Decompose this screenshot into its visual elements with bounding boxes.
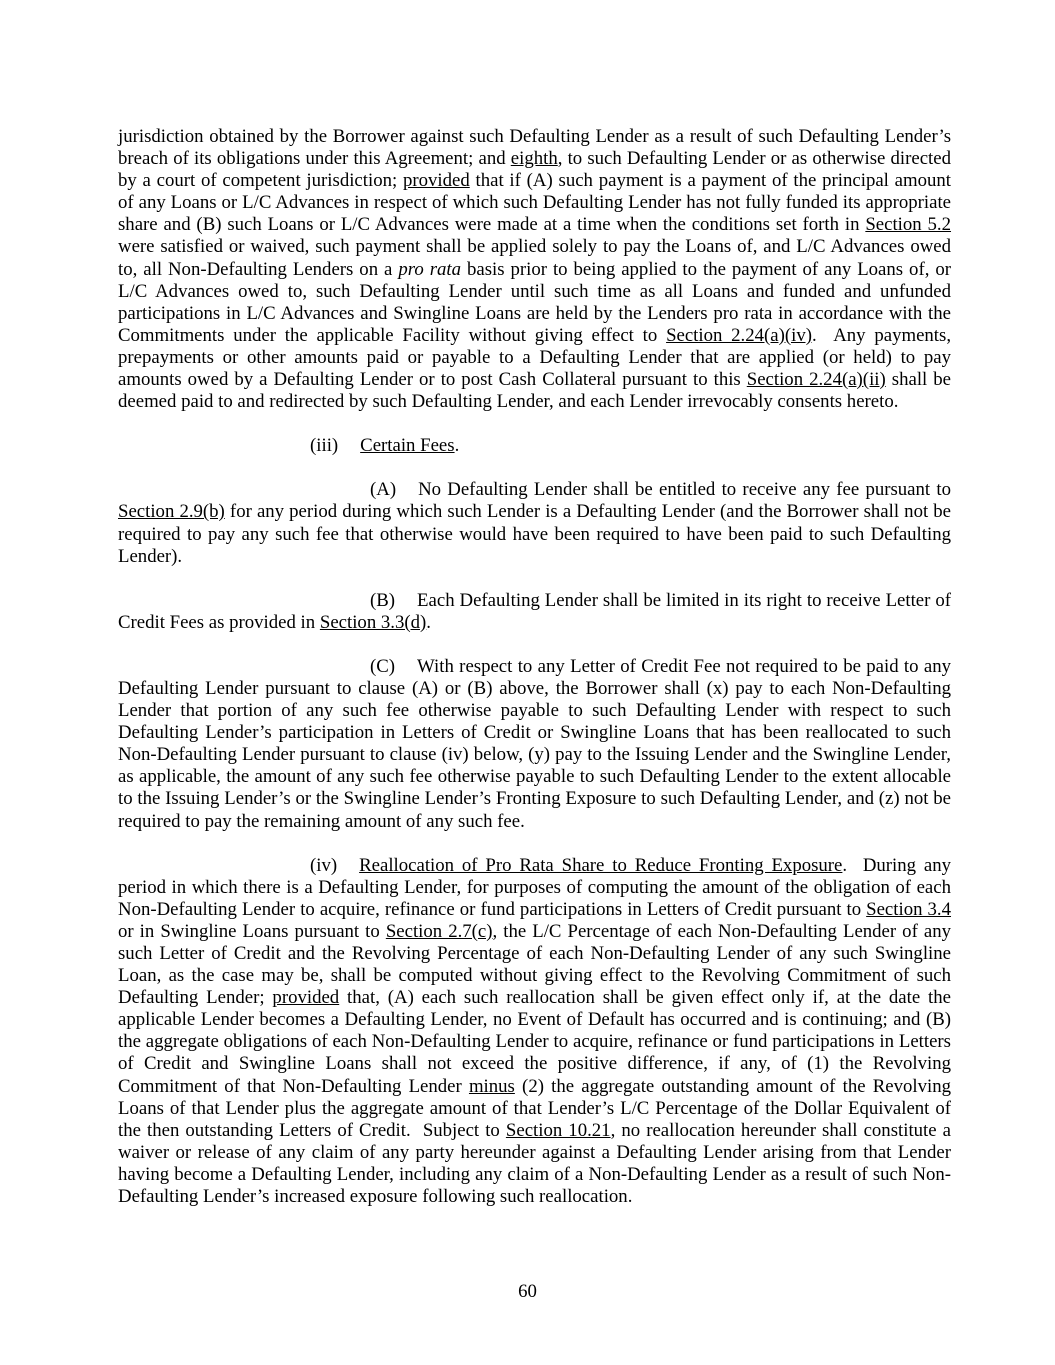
underlined-text: Section 2.7(c) [385, 920, 493, 942]
text-run: , the L/C Percentage of each Non-Defaulting Lender of any such Letter of Credit and the Revolving Percentage of each Non-Defaulting Lender of any such Swingline Loan, as the case may be, shall be computed without giving effect to the Revolving Commitment of such Defaulting Lender; [118, 920, 951, 1009]
underlined-text: Certain Fees [360, 435, 455, 457]
underlined-text: Section 2.24(a)(iv) [666, 324, 813, 346]
clause-a [118, 479, 951, 567]
underlined-text: Section 2.24(a)(ii) [746, 369, 886, 391]
heading-certain-fees [118, 435, 951, 457]
document-body [118, 126, 951, 1230]
underlined-text: provided [272, 987, 340, 1009]
text-run: or in Swingline Loans pursuant to [118, 920, 386, 942]
paragraph-marker: (iv) [310, 854, 338, 876]
text-run: shall be deemed paid to and redirected by such Defaulting Lender, and each Lender irrevocably consents hereto. [118, 369, 951, 413]
text-run: that if (A) such payment is a payment of the principal amount of any Loans or L/C Advances in respect of which such Defaulting Lender has not fully funded its appropriate share and (B) such Loans or L/C Advances were made at a time when the conditions set forth in [118, 170, 951, 236]
underlined-text: provided [402, 170, 470, 192]
underlined-text: Section 10.21 [505, 1119, 611, 1141]
page-number: 60 [518, 1281, 537, 1302]
underlined-text: Reallocation of Pro Rata Share to Reduce Fronting Exposure [359, 854, 843, 876]
underlined-text: Section 5.2 [865, 214, 952, 236]
text-run: . Any payments, prepayments or other amounts paid or payable to a Defaulting Lender that are applied (or held) to pay amounts owed by a Defaulting Lender or to post Cash Collateral pursuant to this [118, 324, 952, 391]
text-run: that, (A) each such reallocation shall be given effect only if, at the date the applicable Lender becomes a Defaulting Lender, no Event of Default has occurred and is continuing; and (B) the aggregate obligations of each Non-Defaulting Lender to acquire, refinance or fund participations in Letters of Credit and Swingline Loans shall not exceed the positive difference, if any, of (1) the Revolving Commitment of that Non-Defaulting Lender [118, 987, 951, 1097]
paragraph-marker: (C) [370, 655, 396, 677]
text-run: With respect to any Letter of Credit Fee not required to be paid to any Defaulting Lender pursuant to clause (A) or (B) above, the Borrower shall (x) pay to each Non-Defaulting Lender that portion of any such fee otherwise payable to such Defaulting Lender with respect to such Defaulting Lender’s participation in Letters of Credit or Swingline Loans that has been reallocated to such Non-Defaulting Lender pursuant to clause (iv) below, (y) pay to the Issuing Lender and the Swingline Lender, as applicable, the amount of any such fee otherwise payable to such Defaulting Lender to the extent allocable to the Issuing Lender’s or the Swingline Lender’s Fronting Exposure to such Defaulting Lender, and (z) not be required to pay the remaining amount of any such fee. [118, 655, 951, 832]
clause-b [118, 590, 951, 634]
text-run: basis prior to being applied to the payment of any Loans of, or L/C Advances owed to, such Defaulting Lender until such time as all Loans and funded and unfunded participations in L/C Advances and Swingline Loans are held by the Lenders pro rata in accordance with the Commitments under the applicable Facility without giving effect to [118, 258, 951, 346]
text-run: , to such Defaulting Lender or as otherwise directed by a court of competent jurisdiction; [118, 148, 951, 192]
underlined-text: Section 3.3(d) [319, 611, 427, 633]
underlined-text: minus [468, 1075, 515, 1097]
underlined-text: eighth [510, 148, 558, 170]
text-run: (2) the aggregate outstanding amount of the Revolving Loans of that Lender plus the aggregate amount of that Lender’s L/C Percentage of the Dollar Equivalent of the then outstanding Letters of Credit. Subject to [118, 1075, 951, 1141]
clause-c [118, 656, 951, 833]
paragraph-marker: (A) [370, 479, 397, 501]
clause-iv-reallocation [118, 855, 951, 1209]
text-run: . During any period in which there is a Defaulting Lender, for purposes of computing the amount of the obligation of each Non-Defaulting Lender to acquire, refinance or fund participations in Letters of Credit pursuant to [118, 854, 952, 920]
text-run: , no reallocation hereunder shall constitute a waiver or release of any claim of any party hereunder against a Defaulting Lender arising from that Lender having become a Defaulting Lender, including any claim of a Non-Defaulting Lender as a result of such Non-Defaulting Lender’s increased exposure following such reallocation. [118, 1119, 952, 1208]
text-run: for any period during which such Lender is a Defaulting Lender (and the Borrower shall not be required to pay any such fee that otherwise would have been required to have been paid to such Defaulting Lender). [118, 501, 952, 567]
text-run: . [426, 611, 431, 633]
underlined-text: Section 3.4 [866, 898, 952, 920]
text-run: Each Defaulting Lender shall be limited in its right to receive Letter of Credit Fees as provided in [118, 589, 951, 633]
paragraph-marker: (B) [370, 589, 396, 611]
text-run: jurisdiction obtained by the Borrower against such Defaulting Lender as a result of such Defaulting Lender’s breach of its obligations under this Agreement; and [118, 126, 951, 170]
underlined-text: Section 2.9(b) [118, 501, 225, 523]
text-run: No Defaulting Lender shall be entitled to receive any fee pursuant to [418, 479, 951, 501]
text-run: were satisfied or waived, such payment shall be applied solely to pay the Loans of, and L/C Advances owed to, all Non-Defaulting Lenders on a [118, 236, 951, 280]
paragraph-marker: (iii) [310, 435, 339, 457]
text-run: . [454, 435, 460, 457]
italic-text: pro rata [398, 258, 462, 280]
paragraph-continuation [118, 126, 951, 413]
